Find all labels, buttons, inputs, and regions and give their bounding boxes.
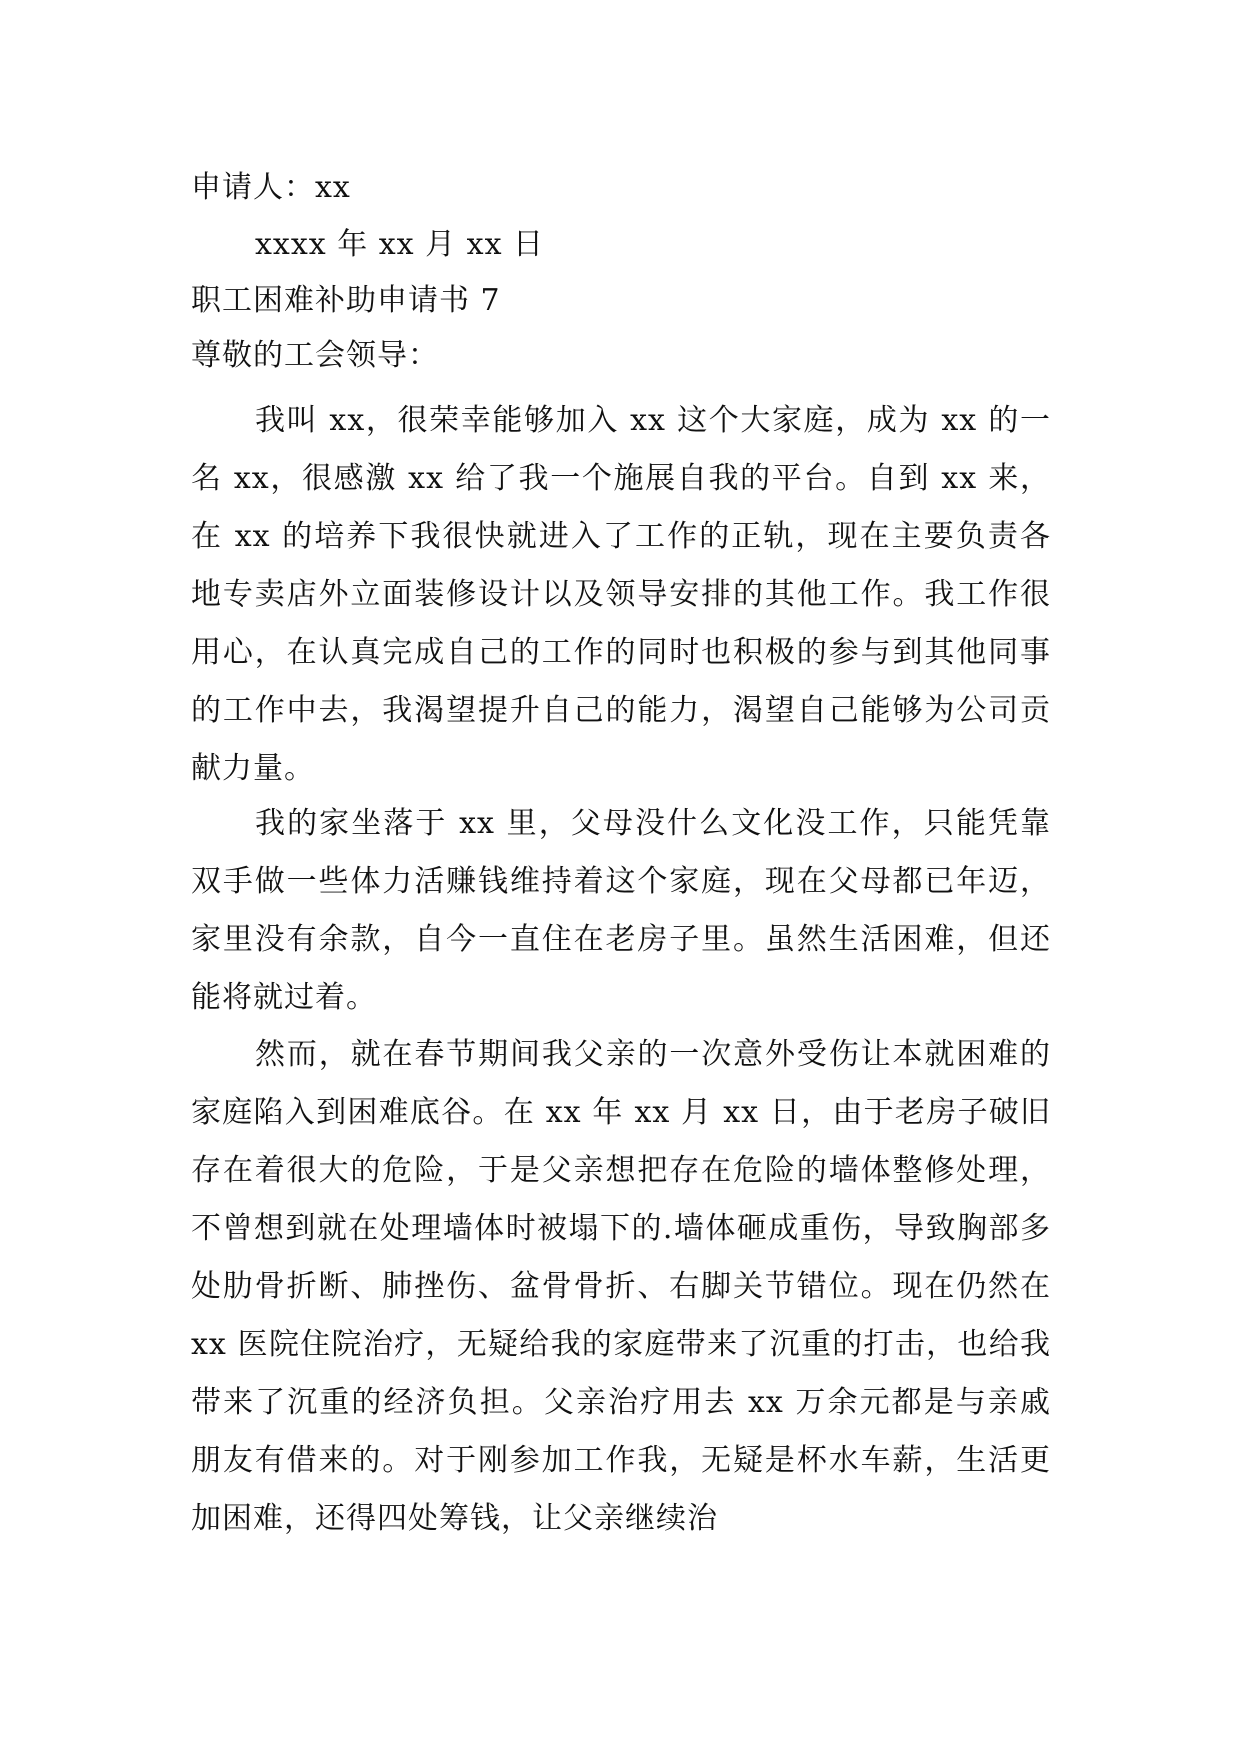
paragraph-1: 我叫 xx，很荣幸能够加入 xx 这个大家庭，成为 xx 的一名 xx，很感激 xx 给了我一个施展自我的平台。自到 xx 来，在 xx 的培养下我很快就进入了工作的正轨，现在主要负责各地专卖店外立面装修设计以及领导安排的其他工作。我工作很用心，在认真完成自己的工作的同时也积极的参与到其他同事的工作中去，我渴望提升自己的能力，渴望自己能够为公司贡献力量。 (191, 403, 1051, 786)
paragraph-3: 然而，就在春节期间我父亲的一次意外受伤让本就困难的家庭陷入到困难底谷。在 xx 年 xx 月 xx 日，由于老房子破旧存在着很大的危险，于是父亲想把存在危险的墙体整修处理，不曾想到就在处理墙体时被塌下的.墙体砸成重伤，导致胸部多处肋骨折断、肺挫伤、盆骨骨折、右脚关节错位。现在仍然在 xx 医院住院治疗，无疑给我的家庭带来了沉重的打击，也给我带来了沉重的经济负担。父亲治疗用去 xx 万余元都是与亲戚朋友有借来的。对于刚参加工作我，无疑是杯水车薪，生活更加困难，还得四处筹钱，让父亲继续治 (191, 1037, 1051, 1536)
applicant-line: 申请人：xx (191, 170, 351, 205)
date-line: xxxx 年 xx 月 xx 日 (255, 227, 545, 262)
document-title: 职工困难补助申请书 7 (191, 283, 501, 318)
paragraph-2: 我的家坐落于 xx 里，父母没什么文化没工作，只能凭靠双手做一些体力活赚钱维持着这个家庭，现在父母都已年迈，家里没有余款，自今一直住在老房子里。虽然生活困难，但还能将就过着。 (191, 806, 1051, 1015)
salutation: 尊敬的工会领导： (191, 338, 439, 373)
